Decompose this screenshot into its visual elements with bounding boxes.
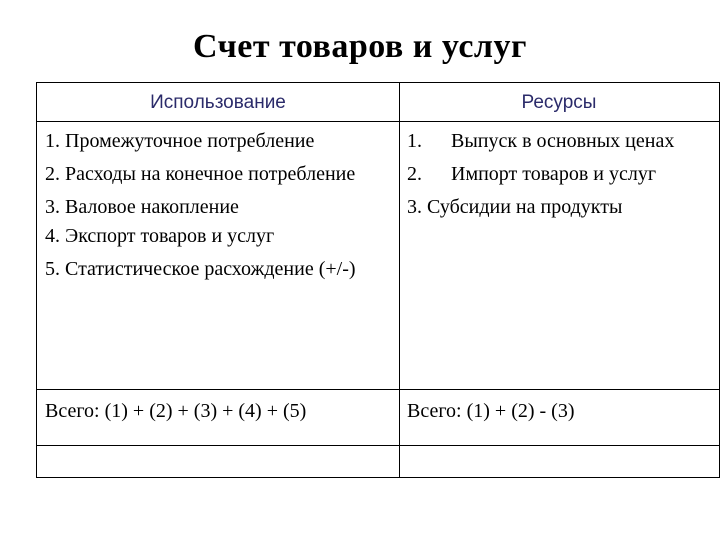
resources-item [407, 162, 717, 187]
usage-item: 5. Статистическое расхождение (+/-) [45, 258, 356, 280]
bottom-row-divider [37, 445, 719, 446]
usage-item: 4. Экспорт товаров и услуг [45, 225, 275, 247]
resources-item-text: Выпуск в основных ценах [451, 130, 675, 152]
page-title: Счет товаров и услуг [193, 28, 527, 65]
goods-services-account-table [36, 82, 720, 478]
resources-item-text: Импорт товаров и услуг [451, 163, 657, 185]
total-usage: Всего: (1) + (2) + (3) + (4) + (5) [45, 400, 307, 422]
header-usage: Использование [150, 92, 286, 113]
resources-item-number: 1. [407, 130, 422, 152]
header-divider [37, 121, 719, 122]
header-resources: Ресурсы [521, 92, 597, 113]
totals-divider [37, 389, 719, 390]
resources-list [407, 129, 717, 228]
resources-item-number: 2. [407, 163, 422, 185]
usage-list [45, 129, 390, 290]
usage-item: 3. Валовое накопление [45, 196, 239, 218]
resources-item [407, 129, 717, 154]
usage-item: 1. Промежуточное потребление [45, 130, 315, 152]
column-divider [399, 83, 400, 477]
resources-item: 3. Субсидии на продукты [407, 196, 623, 218]
usage-item: 2. Расходы на конечное потребление [45, 163, 356, 185]
total-resources: Всего: (1) + (2) - (3) [407, 400, 575, 422]
